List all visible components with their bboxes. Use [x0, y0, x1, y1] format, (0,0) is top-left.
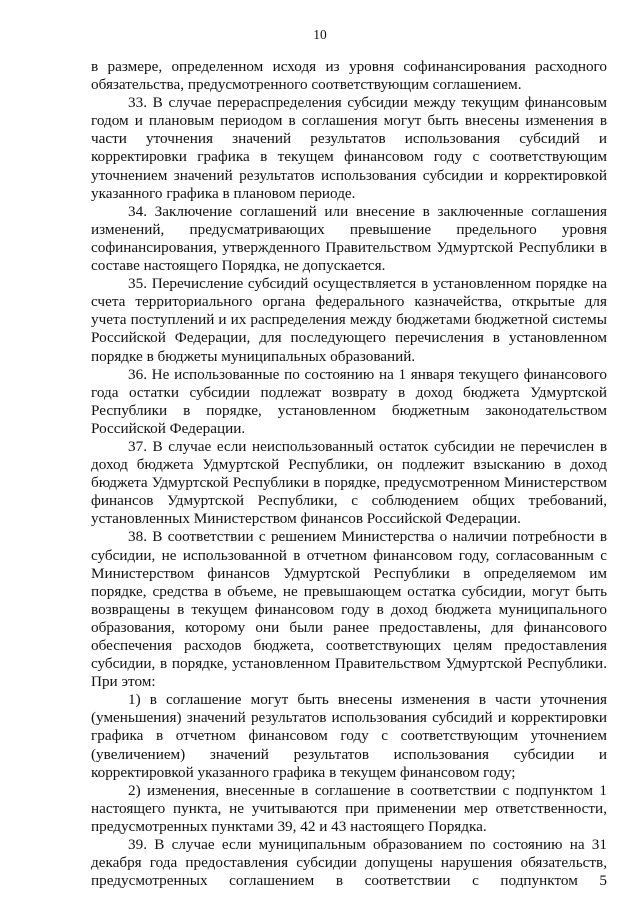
paragraph-34: 34. Заключение соглашений или внесение в заключенные соглашения изменений, предусматривающих превышение предельного уровня софинансирования, утвержденного Правительством Удмуртской Республики в составе настоящего Порядка, не допускается. [91, 202, 607, 275]
paragraph-38: 38. В соответствии с решением Министерства о наличии потребности в субсидии, не использованной в отчетном финансовом году, согласованным с Министерством финансов Удмуртской Республики в определяемом им порядке, средства в объеме, не превышающем остатка субсидии, могут быть возвращены в текущем финансовом году в доход бюджета муниципального образования, которому они были ранее предоставлены, для финансового обеспечения расходов бюджета, соответствующих целям предоставления субсидии, в порядке, установленном Правительством Удмуртской Республики. При этом: [91, 528, 607, 691]
paragraph-38-subitem-2: 2) изменения, внесенные в соглашение в соответствии с подпунктом 1 настоящего пункта, не учитываются при применении мер ответственности, предусмотренных пунктами 39, 42 и 43 настоящего Порядка. [91, 781, 607, 835]
paragraph-continuation: в размере, определенном исходя из уровня софинансирования расходного обязательства, предусмотренного соответствующим соглашением. [91, 58, 607, 94]
paragraph-36: 36. Не использованные по состоянию на 1 января текущего финансового года остатки субсидии подлежат возврату в доход бюджета Удмуртской Республики в порядке, установленном бюджетным законодательством Российской Федерации. [91, 365, 607, 437]
page-number: 10 [313, 27, 327, 42]
paragraph-35: 35. Перечисление субсидий осуществляется в установленном порядке на счета территориального органа федерального казначейства, открытые для учета поступлений и их распределения между бюджетами бюджетной системы Российской Федерации, для последующего перечисления в установленном порядке в бюджеты муниципальных образований. [91, 275, 607, 365]
document-body [91, 58, 607, 890]
paragraph-37: 37. В случае если неиспользованный остаток субсидии не перечислен в доход бюджета Удмуртской Республики, он подлежит взысканию в доход бюджета Удмуртской Республики в порядке, предусмотренном Министерством финансов Удмуртской Республики, с соблюдением общих требований, установленных Министерством финансов Российской Федерации. [91, 437, 607, 528]
paragraph-39: 39. В случае если муниципальным образованием по состоянию на 31 декабря года предоставления субсидии допущены нарушения обязательств, предусмотренных соглашением в соответствии с подпунктом 5 [91, 836, 607, 890]
paragraph-33: 33. В случае перераспределения субсидии между текущим финансовым годом и плановым периодом в соглашения могут быть внесены изменения в части уточнения значений результатов использования субсидий и корректировки графика в текущем финансовом году с соответствующим уточнением значений результатов использования субсидии и корректировкой указанного графика в плановом периоде. [91, 94, 607, 202]
paragraph-38-subitem-1: 1) в соглашение могут быть внесены изменения в части уточнения (уменьшения) значений результатов использования субсидий и корректировки графика в отчетном финансовом году с соответствующим уточнением (увеличением) значений результатов использования субсидии и корректировкой указанного графика в текущем финансовом году; [91, 691, 607, 781]
